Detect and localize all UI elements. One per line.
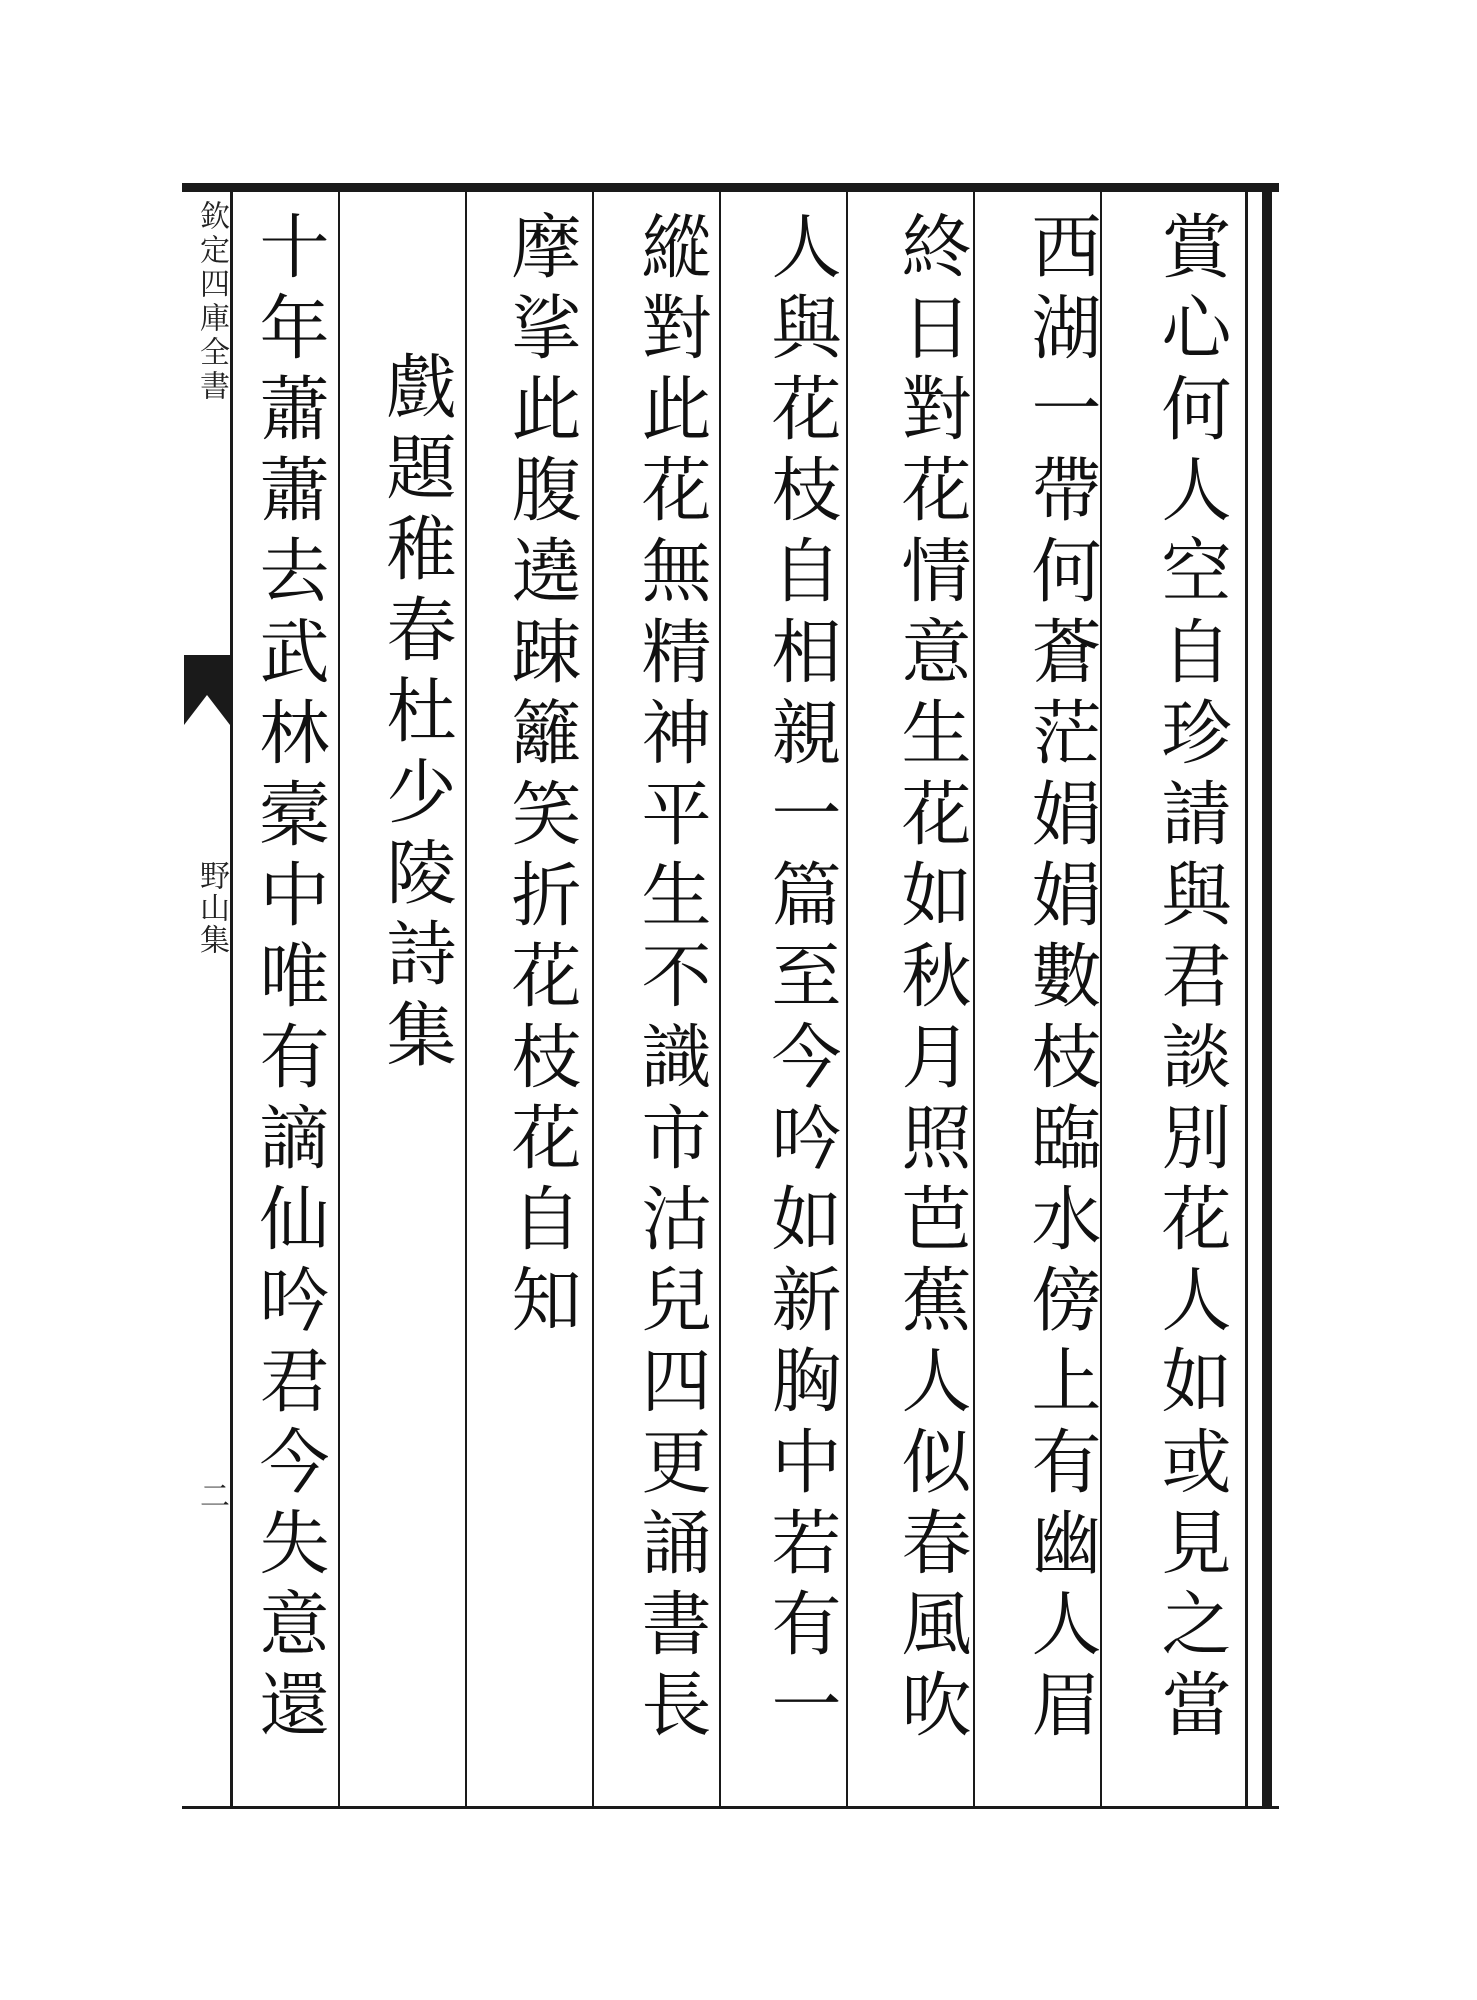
text-column-1: 賞心何人空自珍請與君談別花人如或見之當 — [1150, 210, 1232, 1749]
text-column-2: 西湖一帶何蒼茫娟娟數枝臨水傍上有幽人眉 — [1020, 210, 1102, 1749]
page-frame — [182, 183, 1279, 1809]
text-column-3: 終日對花情意生花如秋月照芭蕉人似春風吹 — [890, 210, 972, 1749]
fish-tail-notch-icon — [184, 695, 230, 725]
margin-book-title: 欽定四庫全書 — [194, 200, 229, 404]
poem-title: 戲題稚春杜少陵詩集 — [375, 350, 457, 1079]
margin-collection-title: 野山集 — [194, 860, 229, 956]
margin-rule — [230, 192, 233, 1806]
text-column-5: 縱對此花無精神平生不識市沽兒四更誦書長 — [630, 210, 712, 1749]
margin-page-number: 二 — [194, 1480, 229, 1510]
text-column-9: 十年蕭蕭去武林槖中唯有謫仙吟君今失意還 — [248, 210, 330, 1749]
outer-border-right — [1262, 183, 1272, 1809]
banxin-margin — [182, 192, 232, 1806]
inner-border-right — [1245, 192, 1248, 1806]
text-column-6: 摩挲此腹遶踈籬笑折花枝花自知 — [500, 210, 582, 1344]
column-rule — [592, 192, 594, 1806]
text-column-4: 人與花枝自相親一篇至今吟如新胸中若有一 — [760, 210, 842, 1749]
fish-tail-icon — [184, 655, 230, 695]
